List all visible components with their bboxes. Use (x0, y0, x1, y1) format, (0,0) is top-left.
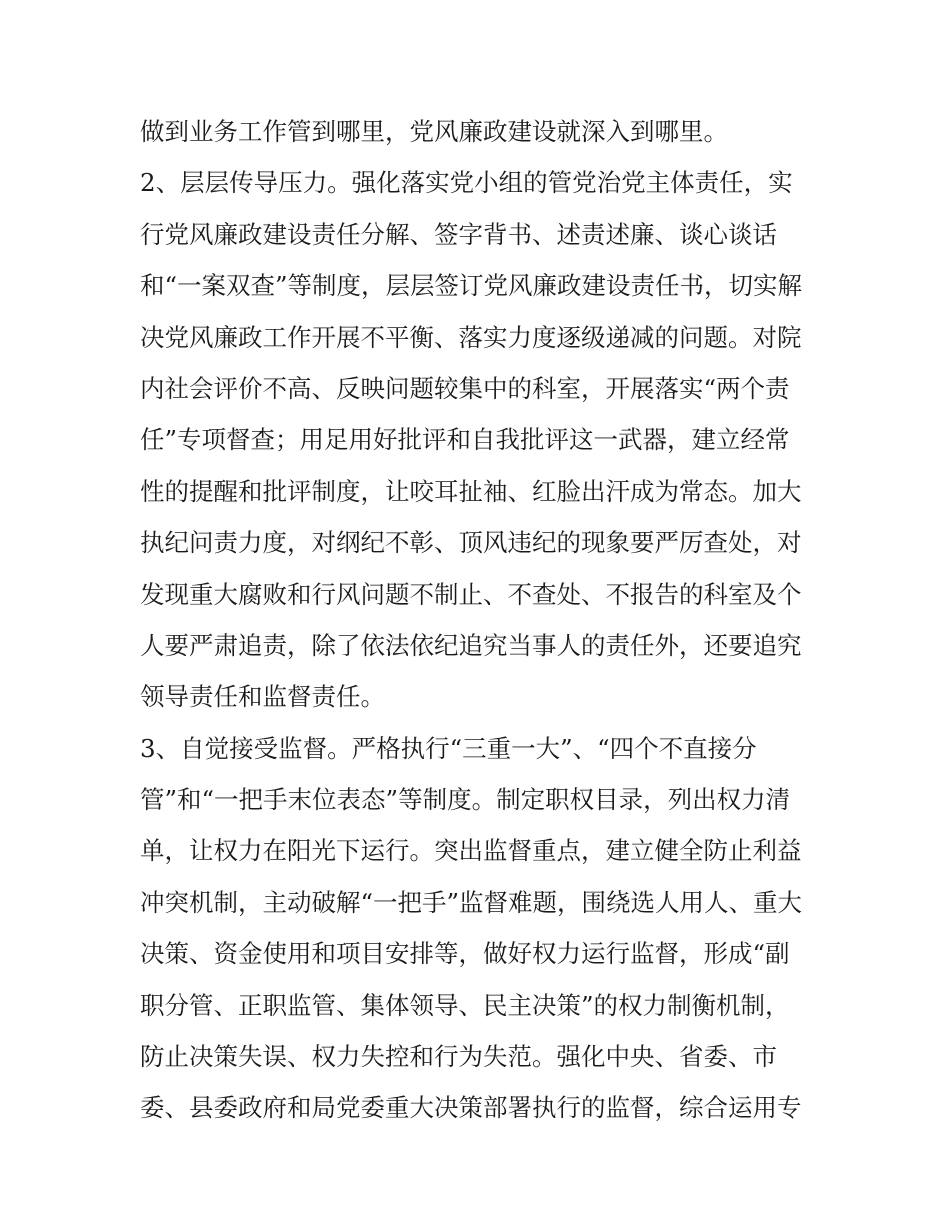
text-line: 执纪问责力度，对纲纪不彰、顶风违纪的现象要严厉查处，对 (140, 528, 802, 558)
document-body (140, 106, 820, 1134)
text-line: 冲突机制，主动破解“一把手”监督难题，围绕选人用人、重大 (140, 887, 803, 917)
text-line: 内社会评价不高、反映问题较集中的科室，开展落实“两个责 (140, 373, 790, 403)
text-line: 决策、资金使用和项目安排等，做好权力运行监督，形成“副 (140, 939, 790, 969)
text-line: 管”和“一把手末位表态”等制度。制定职权目录，列出权力清 (140, 785, 791, 815)
text-line: 发现重大腐败和行风问题不制止、不查处、不报告的科室及个 (140, 579, 802, 609)
text-line: 和“一案双查”等制度，层层签订党风廉政建设责任书，切实解 (140, 271, 803, 301)
text-line: 单，让权力在阳光下运行。突出监督重点，建立健全防止利益 (140, 836, 802, 866)
text-line: 职分管、正职监管、集体领导、民主决策”的权力制衡机制， (140, 990, 790, 1020)
text-line: 人要严肃追责，除了依法依纪追究当事人的责任外，还要追究 (140, 630, 802, 660)
text-line: 2、层层传导压力。强化落实党小组的管党治党主体责任，实 (140, 168, 793, 198)
text-line: 行党风廉政建设责任分解、签字背书、述责述廉、谈心谈话 (140, 219, 777, 249)
text-line: 3、自觉接受监督。严格执行“三重一大”、“四个不直接分 (140, 733, 757, 763)
text-line: 做到业务工作管到哪里，党风廉政建设就深入到哪里。 (140, 117, 728, 146)
text-line: 决党风廉政工作开展不平衡、落实力度逐级递减的问题。对院 (140, 322, 802, 352)
text-line: 性的提醒和批评制度，让咬耳扯袖、红脸出汗成为常态。加大 (140, 476, 802, 506)
text-line: 防止决策失误、权力失控和行为失范。强化中央、省委、市 (140, 1042, 777, 1072)
text-line: 委、县委政府和局党委重大决策部署执行的监督，综合运用专 (140, 1093, 802, 1123)
text-line: 任”专项督查；用足用好批评和自我批评这一武器，建立经常 (140, 425, 790, 455)
text-line: 领导责任和监督责任。 (140, 682, 385, 712)
